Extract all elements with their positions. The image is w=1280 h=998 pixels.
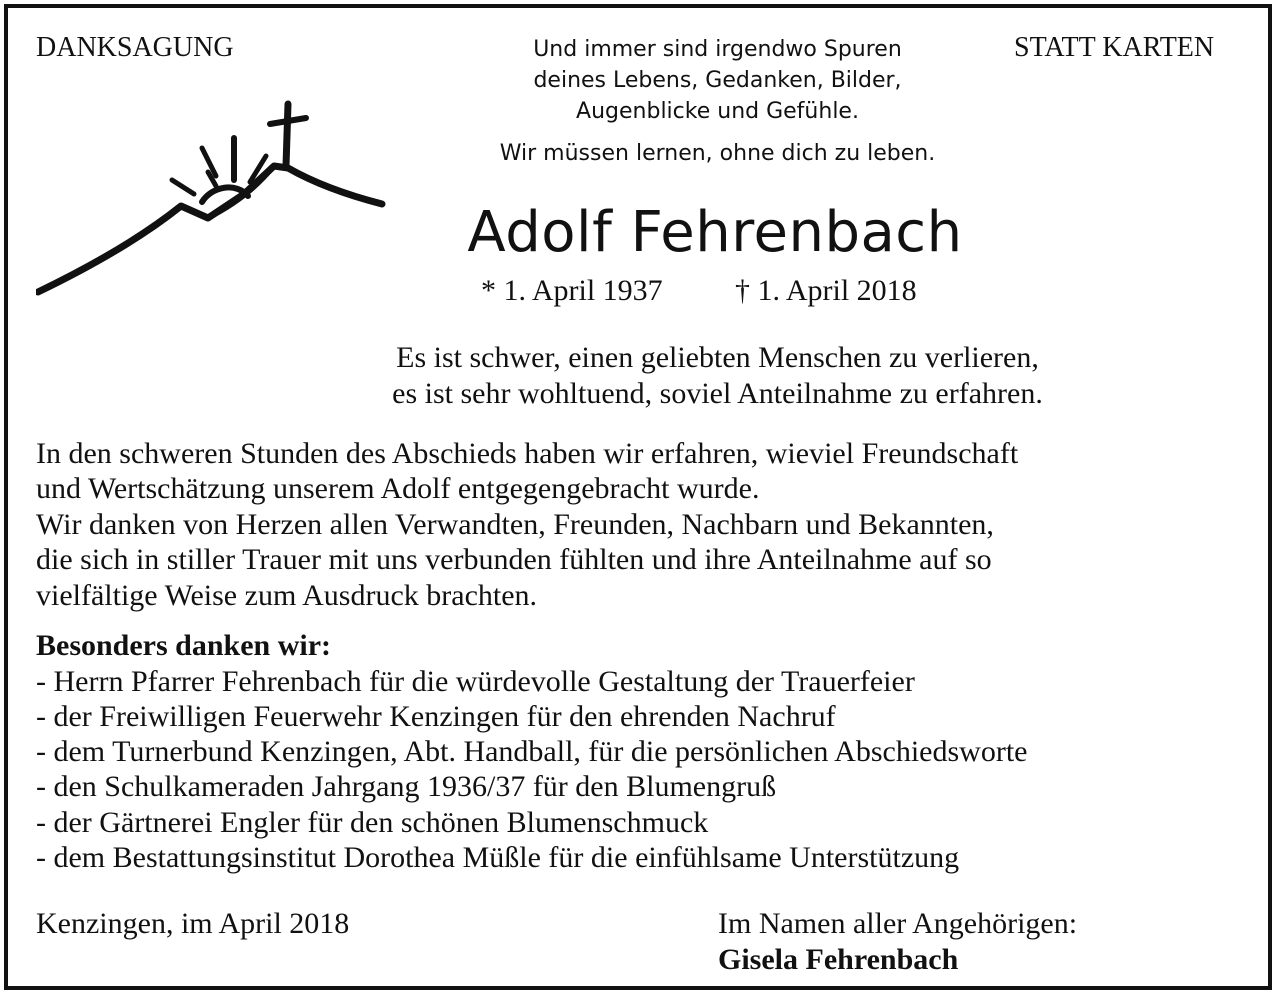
paragraph-line: In den schweren Stunden des Abschieds haben wir erfahren, wieviel Freundschaft	[36, 437, 1019, 470]
motto-line: Augenblicke und Gefühle.	[576, 99, 859, 124]
motto-closing: Wir müssen lernen, ohne dich zu leben.	[499, 141, 936, 166]
thanks-heading: Besonders danken wir:	[36, 629, 332, 662]
motto-line: deines Lebens, Gedanken, Bilder,	[533, 68, 902, 93]
death-date: † 1. April 2018	[735, 274, 917, 307]
thanks-item: - der Freiwilligen Feuerwehr Kenzingen für den ehrenden Nachruf	[36, 700, 836, 733]
thanks-item: - den Schulkameraden Jahrgang 1936/37 für den Blumengruß	[36, 770, 777, 803]
thanks-item: - der Gärtnerei Engler für den schönen Blumenschmuck	[36, 806, 709, 839]
thanks-item: - dem Turnerbund Kenzingen, Abt. Handball, für die persönlichen Abschiedsworte	[36, 735, 1028, 768]
intro-line: es ist sehr wohltuend, soviel Anteilnahme zu erfahren.	[392, 377, 1043, 410]
birth-date: * 1. April 1937	[481, 274, 663, 307]
on-behalf-label: Im Namen aller Angehörigen:	[718, 907, 1078, 940]
mountain-cross-sun-icon	[36, 96, 386, 296]
paragraph-line: Wir danken von Herzen allen Verwandten, Freunden, Nachbarn und Bekannten,	[36, 508, 994, 541]
paragraph-line: und Wertschätzung unserem Adolf entgegengebracht wurde.	[36, 472, 760, 505]
paragraph-line: die sich in stiller Trauer mit uns verbunden fühlten und ihre Anteilnahme auf so	[36, 543, 992, 576]
motto-line: Und immer sind irgendwo Spuren	[533, 37, 902, 62]
statt-karten-label: STATT KARTEN	[1014, 32, 1215, 63]
thanks-item: - Herrn Pfarrer Fehrenbach für die würdevolle Gestaltung der Trauerfeier	[36, 665, 915, 698]
deceased-name: Adolf Fehrenbach	[467, 200, 963, 265]
signatory-name: Gisela Fehrenbach	[718, 943, 959, 976]
thanks-item: - dem Bestattungsinstitut Dorothea Müßle für die einfühlsame Unterstützung	[36, 841, 960, 874]
intro-line: Es ist schwer, einen geliebten Menschen zu verlieren,	[396, 341, 1039, 374]
place-date: Kenzingen, im April 2018	[36, 907, 350, 940]
paragraph-line: vielfältige Weise zum Ausdruck brachten.	[36, 579, 538, 612]
notice-type-label: DANKSAGUNG	[36, 32, 234, 63]
